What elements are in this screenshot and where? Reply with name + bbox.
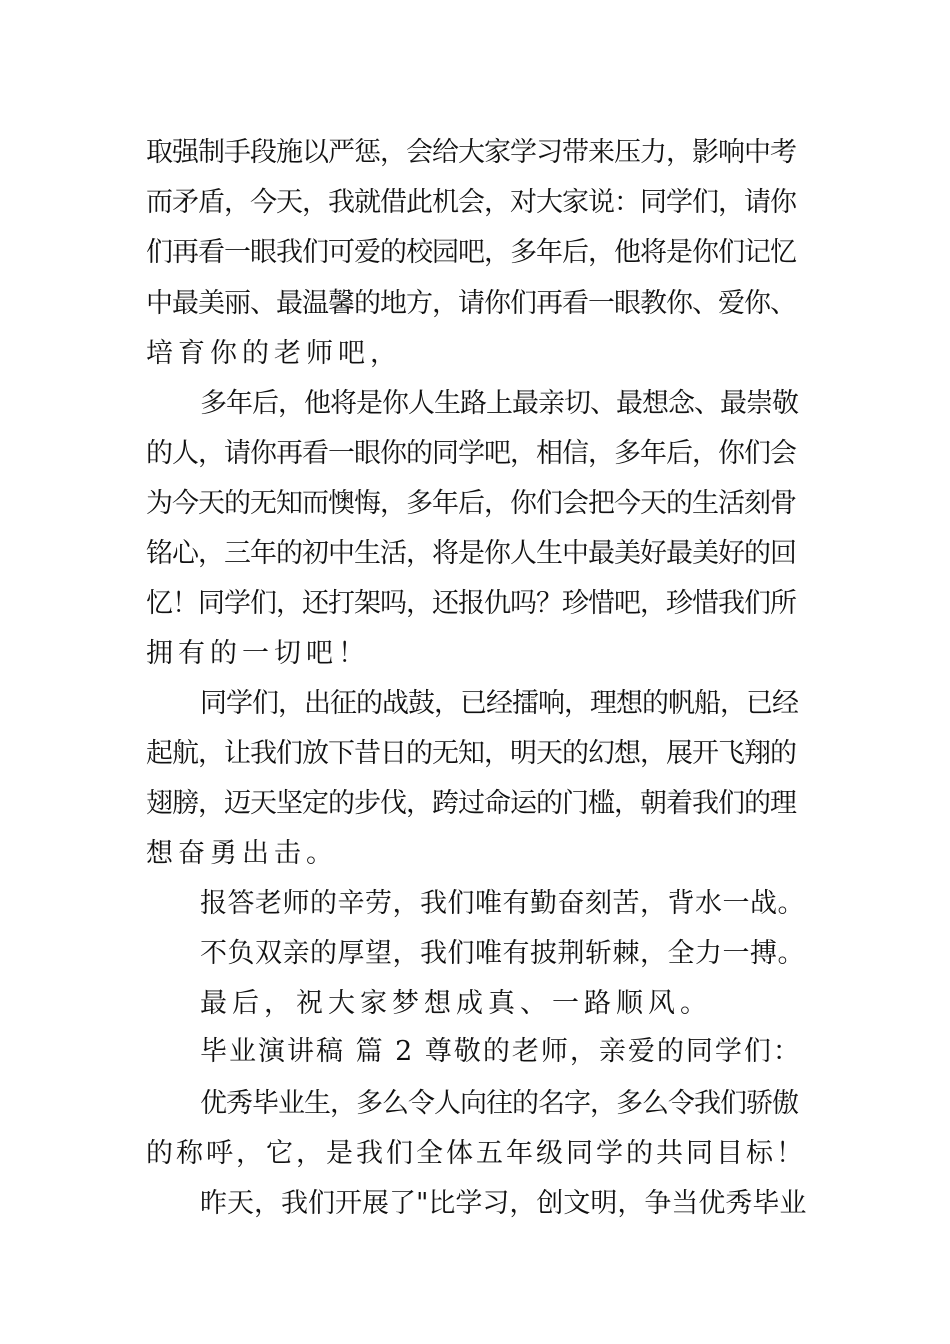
text-line: 忆！同学们，还打架吗，还报仇吗？珍惜吧，珍惜我们所 [146, 588, 796, 619]
text-line: 想奋勇出击。 [146, 838, 338, 869]
text-line: 同学们，出征的战鼓，已经擂响，理想的帆船，已经 [200, 688, 798, 719]
text-line: 最后，祝大家梦想成真、一路顺风。 [200, 988, 712, 1019]
text-line: 的人，请你再看一眼你的同学吧，相信，多年后，你们会 [146, 438, 796, 469]
text-line: 毕业演讲稿 篇 2 尊敬的老师，亲爱的同学们： [200, 1036, 802, 1067]
text-line: 培育你的老师吧， [146, 338, 402, 369]
text-line: 不负双亲的厚望，我们唯有披荆斩棘，全力一搏。 [200, 938, 805, 969]
text-line: 中最美丽、最温馨的地方，请你们再看一眼教你、爱你、 [146, 288, 796, 319]
text-line: 的称呼，它，是我们全体五年级同学的共同目标！ [146, 1138, 806, 1169]
text-line: 翅膀，迈天坚定的步伐，跨过命运的门槛，朝着我们的理 [146, 788, 796, 819]
text-line: 报答老师的辛劳，我们唯有勤奋刻苦，背水一战。 [200, 888, 805, 919]
text-line: 昨天，我们开展了"比学习，创文明，争当优秀毕业 [200, 1188, 807, 1219]
text-line: 铭心，三年的初中生活，将是你人生中最美好最美好的回 [146, 538, 796, 569]
text-line: 们再看一眼我们可爱的校园吧，多年后，他将是你们记忆 [146, 237, 796, 268]
text-line: 拥有的一切吧！ [146, 638, 370, 669]
text-line: 取强制手段施以严惩，会给大家学习带来压力，影响中考 [146, 137, 796, 168]
text-line: 多年后，他将是你人生路上最亲切、最想念、最崇敬 [200, 388, 798, 419]
text-line: 优秀毕业生，多么令人向往的名字，多么令我们骄傲 [200, 1088, 798, 1119]
text-line: 为今天的无知而懊悔，多年后，你们会把今天的生活刻骨 [146, 488, 796, 519]
text-line: 起航，让我们放下昔日的无知，明天的幻想，展开飞翔的 [146, 738, 796, 769]
text-line: 而矛盾，今天，我就借此机会，对大家说：同学们，请你 [146, 187, 796, 218]
